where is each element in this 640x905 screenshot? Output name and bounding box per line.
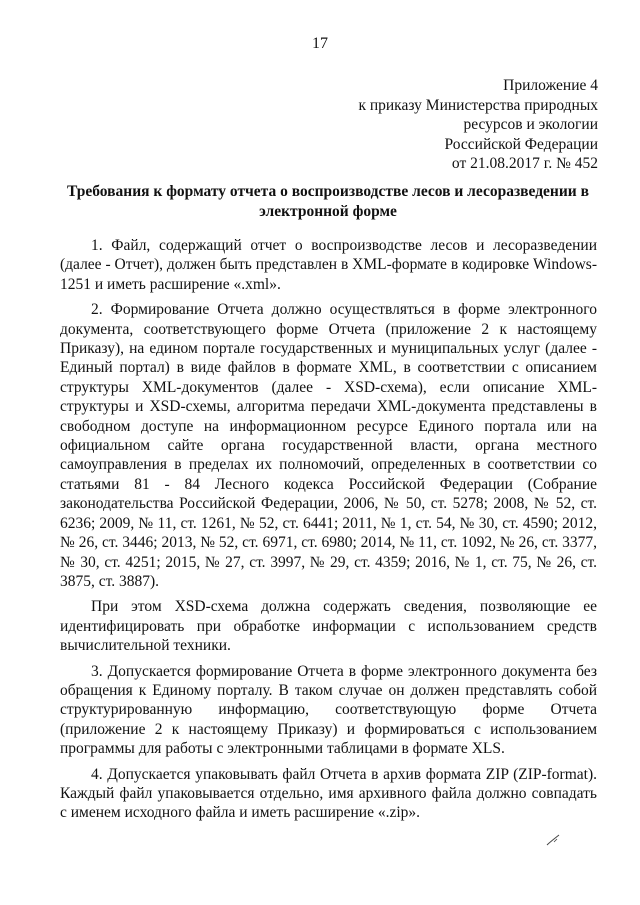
appendix-line: Российской Федерации bbox=[444, 135, 598, 153]
page-number: 17 bbox=[312, 35, 328, 52]
paragraph-4: 4. Допускается упаковывать файл Отчета в архив формата ZIP (ZIP-format). Каждый файл упаковывается отдельно, имя архивного файла должно совпадать с именем исходного файла и иметь расширение «.zip». bbox=[60, 765, 597, 822]
appendix-line: Приложение 4 bbox=[503, 77, 598, 94]
title-line: Требования к формату отчета о воспроизводстве лесов и лесоразведении в bbox=[67, 183, 589, 200]
appendix-line: ресурсов и экологии bbox=[463, 116, 598, 134]
appendix-line: к приказу Министерства природных bbox=[358, 96, 598, 114]
document-title bbox=[60, 182, 596, 222]
paragraph-3: 3. Допускается формирование Отчета в форме электронного документа без обращения к Единому порталу. В таком случае он должен представлять собой структурированную информацию, соответствующую форме Отчета (приложение 2 к настоящему Приказу) и формироваться с использованием программы для работы с электронными таблицами в формате XLS. bbox=[60, 662, 597, 758]
title-line: электронной форме bbox=[259, 203, 397, 220]
paragraph-1: 1. Файл, содержащий отчет о воспроизводстве лесов и лесоразведении (далее - Отчет), должен быть представлен в XML-формате в кодировке Windows-1251 и иметь расширение «.xml». bbox=[60, 237, 597, 293]
pen-mark-icon bbox=[545, 833, 561, 847]
document-body bbox=[60, 236, 597, 829]
appendix-header bbox=[358, 76, 598, 174]
appendix-line: от 21.08.2017 г. № 452 bbox=[451, 155, 598, 173]
paragraph-2: 2. Формирование Отчета должно осуществляться в форме электронного документа, соответствующего форме Отчета (приложение 2 к настоящему Приказу), на едином портале государственных и муниципальных услуг (далее - Единый портал) в виде файлов в формате XML, в соответствии с описанием структуры XML-документов (далее - XSD-схема), если описание XML-структуры и XSD-схемы, алгоритма передачи XML-документа представлены в свободном доступе на информационном ресурсе Единого портала или на официальном сайте органа государственной власти, органа местного самоуправления в пределах их полномочий, определенных в соответствии со статьями 81 - 84 Лесного кодекса Российской Федерации (Собрание законодательства Российской Федерации, 2006, № 50, ст. 5278; 2008, № 52, ст. 6236; 2009, № 11, ст. 1261, № 52, ст. 6441; 2011, № 1, ст. 54, № 30, ст. 4590; 2012, № 26, ст. 3446; 2013, № 52, ст. 6971, ст. 6980; 2014, № 11, ст. 1092, № 26, ст. 3377, № 30, ст. 4251; 2015, № 27, ст. 3997, № 29, ст. 4359; 2016, № 1, ст. 75, № 26, ст. 3875, ст. 3887). bbox=[60, 301, 597, 590]
paragraph-xsd-note: При этом XSD-схема должна содержать сведения, позволяющие ее идентифицировать при обработке информации с использованием средств вычислительной техники. bbox=[60, 598, 597, 655]
